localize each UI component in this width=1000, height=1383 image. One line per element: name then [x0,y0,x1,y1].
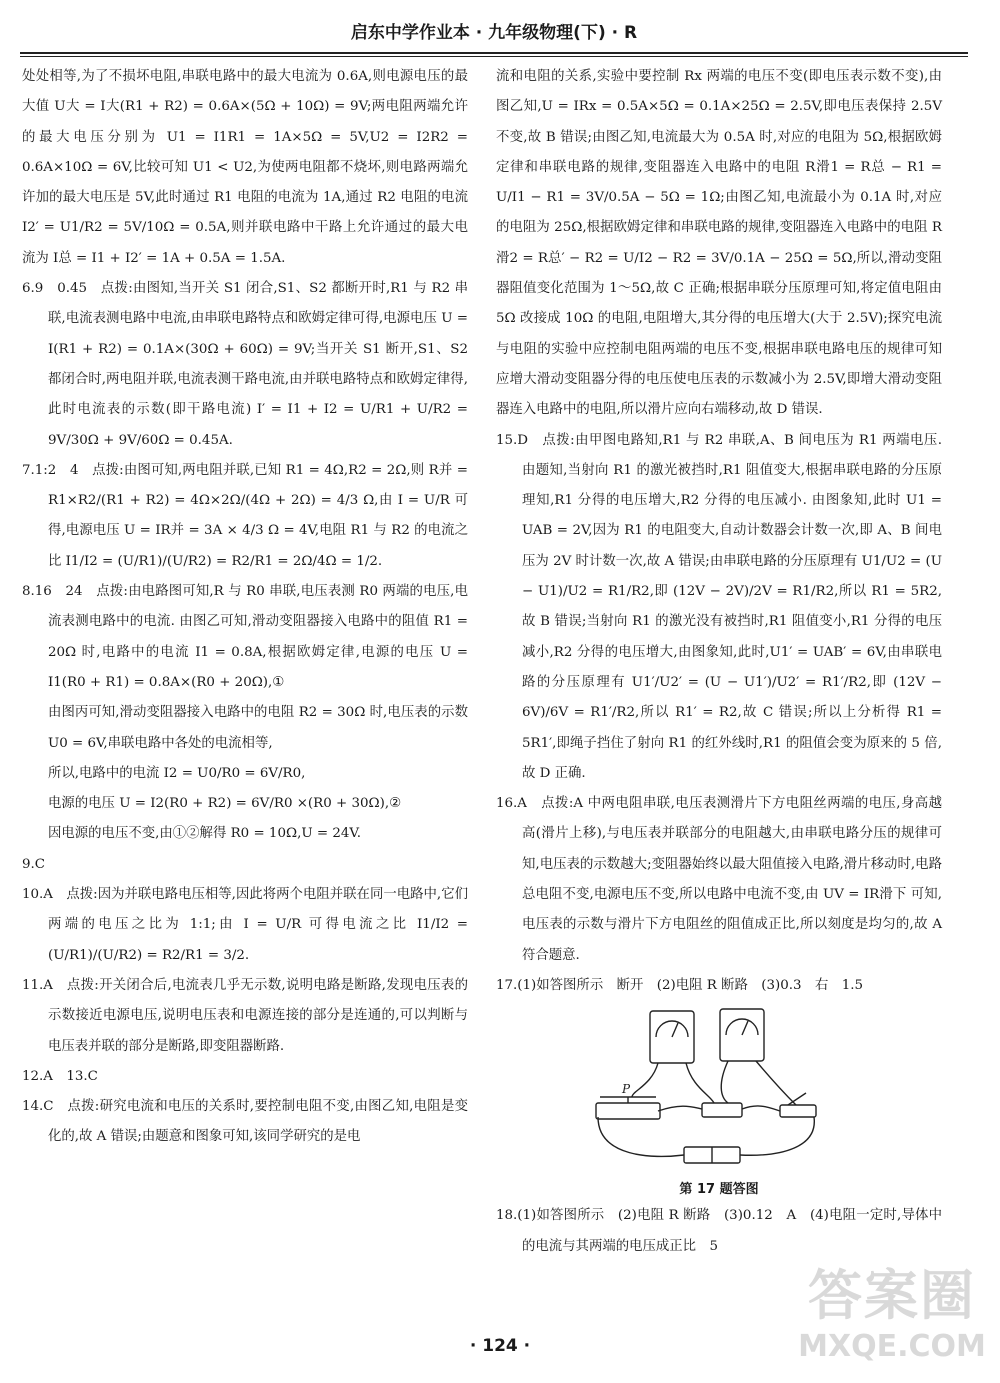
answer-7: 7.1:2 4 点拨:由图可知,两电阻并联,已知 R1 = 4Ω,R2 = 2Ω,则 R并 = R1×R2/(R1 + R2) = 4Ω×2Ω/(4Ω + 2Ω) = 4/3 Ω,由 I = U/R 可得,电源电压 U = IR并 = 3A × 4/3 Ω = 4V,电阻 R1 与 R2 的电流之比 I1/I2 = (U/R1)/(U/R2) = R2/R1 = 2Ω/4Ω = 1/2. [22,462,468,569]
switch-icon [780,1105,816,1117]
left-column [22,62,468,1153]
answer-15: 15.D 点拨:由甲图电路知,R1 与 R2 串联,A、B 间电压为 R1 两端电压. 由题知,当射向 R1 的激光被挡时,R1 阻值变大,根据串联电路的分压原理知,R1 分得的电压增大,R2 分得的电压减小. 由图象知,此时 U1 = UAB = 2V,因为 R1 的电阻变大,自动计数器会计数一次,即 A、B 间电压为 2V 时计数一次,故 A 错误;由串联电路的分压原理有 U1/U2 = (U − U1)/U2 = R1/R2,即 (12V − 2V)/2V = R1/R2,所以 R1 = 5R2,故 B 错误;当射向 R1 的激光没有被挡时,R1 阻值变小,R1 分得的电压减小,R2 分得的电压增大,由图象知,此时,U1′ = UAB′ = 6V,由串联电路的分压原理有 U1′/U2′ = (U − U1′)/U2′ = R1′/R2,即 (12V − 6V)/6V = R1′/R2,所以 R1′ = R2,故 C 错误;所以上分析得 R1 = 5R1′,即绳子挡住了射向 R1 的红外线时,R1 的阻值会变为原来的 5 倍,故 D 正确. [496,432,942,781]
answer-14: 14.C 点拨:研究电流和电压的关系时,要控制电阻不变,由图乙知,电阻是变化的,故 A 错误;由题意和图象可知,该同学研究的是电 [22,1099,468,1145]
page-number: · 124 · [469,1336,531,1356]
answer-8-part3: 所以,电路中的电流 I2 = U0/R0 = 6V/R0, [48,765,306,781]
watermark-title: 答案圈 [808,1264,976,1327]
header-rule [20,52,968,54]
answer-5-continued: 处处相等,为了不损坏电阻,串联电路中的最大电流为 0.6A,则电源电压的最大值 U大 = I大(R1 + R2) = 0.6A×(5Ω + 10Ω) = 9V;两电阻两端允许的最大电压分别为 U1 = I1R1 = 1A×5Ω = 5V,U2 = I2R2 = 0.6A×10Ω = 6V,比较可知 U1 < U2,为使两电阻都不烧坏,则电路两端允许加的最大电压是 5V,此时通过 R1 电阻的电流为 1A,通过 R2 电阻的电流 I2′ = U1/R2 = 5V/10Ω = 0.5A,则并联电路中干路上允许通过的最大电流为 I总 = I1 + I2′ = 1A + 0.5A = 1.5A. [22,69,468,266]
answer-8-part4: 电源的电压 U = I2(R0 + R2) = 6V/R0 ×(R0 + 30Ω),② [48,796,402,812]
answer-6: 6.9 0.45 点拨:由图知,当开关 S1 闭合,S1、S2 都断开时,R1 与 R2 串联,电流表测电路中电流,由串联电路特点和欧姆定律可得,电源电压 U = I(R1 + R2) = 0.1A×(30Ω + 60Ω) = 9V;当开关 S1 断开,S1、S2 都闭合时,两电阻并联,电流表测干路电流,由并联电路特点和欧姆定律得,此时电流表的示数(即干路电流) I′ = I1 + I2 = U/R1 + U/R2 = 9V/30Ω + 9V/60Ω = 0.45A. [22,281,468,448]
answer-16: 16.A 点拨:A 中两电阻串联,电压表测滑片下方电阻丝两端的电压,身高越高(滑片上移),与电压表并联部分的电阻越大,由串联电路分压的规律可知,电压表的示数越大;变阻器始终以最大阻值接入电路,滑片移动时,电路总电阻不变,电源电压不变,所以电路中电流不变,由 UV = IR滑下 可知,电压表的示数与滑片下方电阻丝的阻值成正比,所以刻度是均匀的,故 A 符合题意. [496,796,942,963]
resistor-icon [702,1103,742,1117]
watermark-url: MXQE.COM [798,1329,986,1364]
answer-14-continued: 流和电阻的关系,实验中要控制 Rx 两端的电压不变(即电压表示数不变),由图乙知,U = IRx = 0.5A×5Ω = 0.1A×25Ω = 2.5V,即电压表保持 2.5V 不变,故 B 错误;由图乙知,电流最大为 0.5A 时,对应的电阻为 5Ω,根据欧姆定律和串联电路的规律,变阻器连入电路中的电阻 R滑1 = R总 − R1 = U/I1 − R1 = 3V/0.5A − 5Ω = 1Ω;由图乙知,电流最小为 0.1A 时,对应的电阻为 25Ω,根据欧姆定律和串联电路的规律,变阻器连入电路中的电阻 R滑2 = R总′ − R2 = U/I2 − R2 = 3V/0.1A − 25Ω = 5Ω,所以,滑动变阻器阻值变化范围为 1～5Ω,故 C 正确;根据串联分压原理可知,将定值电阻由 5Ω 改接成 10Ω 的电阻,电阻增大,其分得的电压增大(大于 2.5V);探究电流与电阻的实验中应控制电阻两端的电压不变,根据串联电路电压的规律可知应增大滑动变阻器分得的电压使电压表的示数减小为 2.5V,即增大滑动变阻器连入电路中的电阻,所以滑片应向右端移动,故 D 错误. [496,69,942,418]
slider-label: P [622,1082,631,1097]
circuit-diagram [592,1007,822,1177]
watermark-logo [792,1264,992,1376]
answer-12-13: 12.A 13.C [22,1068,98,1084]
answer-17: 17.(1)如答图所示 断开 (2)电阻 R 断路 (3)0.3 右 1.5 [496,977,864,993]
page-header: 启东中学作业本 · 九年级物理(下) · R [350,23,638,43]
answer-11: 11.A 点拨:开关闭合后,电流表几乎无示数,说明电路是断路,发现电压表的示数接近电源电压,说明电压表和电源连接的部分是连通的,可以判断与电压表并联的部分是断路,即变阻器断路. [22,977,468,1054]
answer-10: 10.A 点拨:因为并联电路电压相等,因此将两个电阻并联在同一电路中,它们两端的电压之比为 1:1;由 I = U/R 可得电流之比 I1/I2 = (U/R1)/(U/R2) = R2/R1 = 3/2. [22,887,468,963]
answer-8-part2: 由图丙可知,滑动变阻器接入电路中的电阻 R2 = 30Ω 时,电压表的示数 U0 = 6V,串联电路中各处的电流相等, [48,705,468,751]
answer-8-part5: 因电源的电压不变,由①②解得 R0 = 10Ω,U = 24V. [48,826,361,842]
right-column [496,62,942,1262]
answer-8: 8.16 24 点拨:由电路图可知,R 与 R0 串联,电压表测 R0 两端的电压,电流表测电路中的电流. 由图乙可知,滑动变阻器接入电路中的阻值 R1 = 20Ω 时,电路中的电流 I1 = 0.8A,根据欧姆定律,电源的电压 U = I1(R0 + R1) = 0.8A×(R0 + 20Ω),① [22,584,468,690]
answer-9: 9.C [22,856,46,872]
circuit-figure [592,1007,822,1177]
answer-18: 18.(1)如答图所示 (2)电阻 R 断路 (3)0.12 A (4)电阻一定时,导体中的电流与其两端的电压成正比 5 [496,1208,942,1254]
header-rule-thin [20,56,968,57]
rheostat-icon [596,1103,660,1119]
figure-caption: 第 17 题答图 [679,1182,759,1198]
